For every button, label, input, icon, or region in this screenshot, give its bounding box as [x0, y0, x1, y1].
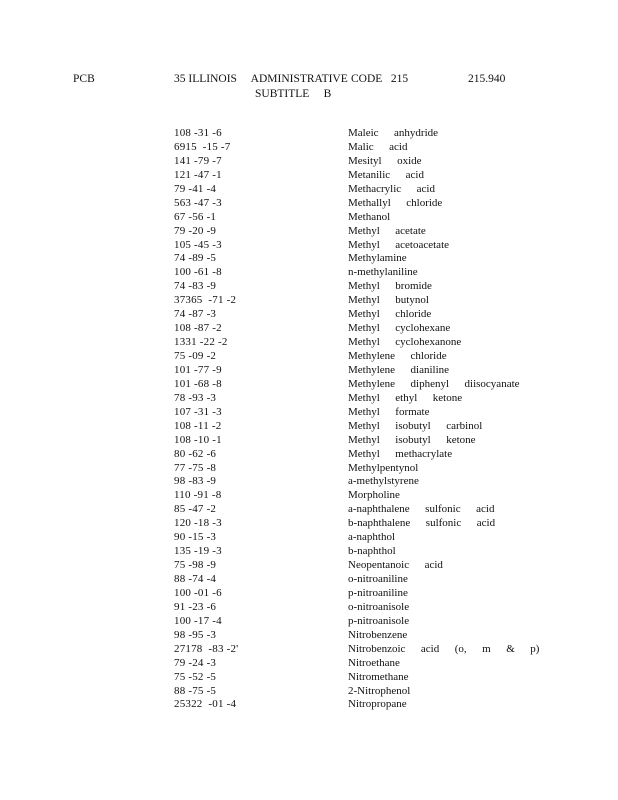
chemical-name: Methyl chloride	[348, 308, 432, 321]
chemical-row	[0, 643, 618, 657]
chemical-name: n-methylaniline	[348, 266, 418, 279]
chemical-name: Methyl methacrylate	[348, 447, 453, 460]
chemical-name: a-methylstyrene	[348, 475, 419, 488]
chemical-name: Methyl acetate	[348, 224, 426, 237]
chemical-row	[0, 252, 618, 266]
cas-number: 75 -09 -2	[174, 350, 217, 362]
chemical-name: Methylene diphenyl diisocyanate	[348, 377, 520, 390]
header-code: CODE 215	[351, 73, 409, 85]
cas-number: 27178 -83 -2'	[174, 642, 239, 655]
chemical-row	[0, 629, 618, 643]
cas-number: 79 -24 -3	[174, 656, 217, 669]
chemical-name: Nitrobenzene	[348, 628, 408, 641]
chemical-row	[0, 392, 618, 406]
chemical-row	[0, 308, 618, 322]
cas-number: 107 -31 -3	[174, 405, 222, 418]
chemical-row	[0, 503, 618, 517]
chemical-row	[0, 420, 618, 434]
chemical-name: Methanol	[348, 210, 391, 223]
chemical-row	[0, 127, 618, 141]
chemical-name: Methyl acetoacetate	[348, 238, 450, 251]
cas-number: 108 -87 -2	[174, 322, 222, 335]
chemical-name: Methyl formate	[348, 405, 430, 418]
chemical-name: Maleic anhydride	[348, 127, 439, 139]
header-title: 35 ILLINOIS ADMINISTRATIVE	[174, 73, 348, 85]
chemical-row	[0, 350, 618, 364]
cas-number: 91 -23 -6	[174, 600, 217, 613]
chemical-name: Morpholine	[348, 489, 400, 502]
chemical-list	[0, 127, 618, 712]
cas-number: 105 -45 -3	[174, 238, 222, 251]
chemical-row	[0, 657, 618, 671]
chemical-row	[0, 434, 618, 448]
chemical-row	[0, 336, 618, 350]
cas-number: 108 -31 -6	[174, 127, 222, 139]
cas-number: 88 -75 -5	[174, 684, 217, 697]
chemical-row	[0, 517, 618, 531]
chemical-row	[0, 169, 618, 183]
chemical-name: b-naphthol	[348, 545, 396, 558]
header-agency: PCB	[73, 73, 95, 85]
chemical-name: Methyl isobutyl ketone	[348, 433, 476, 446]
chemical-name: b-naphthalene sulfonic acid	[348, 517, 496, 530]
chemical-name: Malic acid	[348, 140, 408, 153]
cas-number: 100 -61 -8	[174, 266, 222, 279]
cas-number: 67 -56 -1	[174, 210, 217, 223]
chemical-row	[0, 364, 618, 378]
chemical-row	[0, 141, 618, 155]
chemical-row	[0, 531, 618, 545]
cas-number: 78 -93 -3	[174, 391, 217, 404]
chemical-row	[0, 559, 618, 573]
cas-number: 563 -47 -3	[174, 196, 222, 209]
cas-number: 120 -18 -3	[174, 517, 222, 530]
chemical-row	[0, 489, 618, 503]
chemical-name: Methyl butynol	[348, 294, 429, 307]
cas-number: 121 -47 -1	[174, 168, 222, 181]
chemical-name: Methyl isobutyl carbinol	[348, 419, 483, 432]
cas-number: 101 -77 -9	[174, 363, 222, 376]
chemical-name: Nitromethane	[348, 670, 409, 683]
chemical-name: Methyl ethyl ketone	[348, 391, 463, 404]
cas-number: 101 -68 -8	[174, 377, 222, 390]
chemical-name: Methyl cyclohexanone	[348, 336, 462, 349]
chemical-name: Methylamine	[348, 252, 407, 265]
chemical-row	[0, 211, 618, 225]
cas-number: 6915 -15 -7	[174, 140, 231, 153]
chemical-name: Nitropropane	[348, 698, 407, 711]
cas-number: 141 -79 -7	[174, 154, 222, 167]
cas-number: 75 -98 -9	[174, 559, 217, 572]
chemical-row	[0, 601, 618, 615]
cas-number: 85 -47 -2	[174, 503, 217, 516]
cas-number: 98 -83 -9	[174, 475, 217, 488]
cas-number: 79 -41 -4	[174, 182, 217, 195]
chemical-name: Methyl bromide	[348, 280, 432, 293]
chemical-name: Mesityl oxide	[348, 154, 422, 167]
cas-number: 100 -01 -6	[174, 586, 222, 599]
chemical-row	[0, 280, 618, 294]
chemical-row	[0, 239, 618, 253]
cas-number: 75 -52 -5	[174, 670, 217, 683]
chemical-row	[0, 462, 618, 476]
cas-number: 100 -17 -4	[174, 614, 222, 627]
chemical-name: o-nitroanisole	[348, 600, 410, 613]
header-subtitle: SUBTITLE B	[255, 88, 332, 100]
chemical-name: o-nitroaniline	[348, 573, 408, 585]
chemical-row	[0, 294, 618, 308]
cas-number: 77 -75 -8	[174, 461, 217, 474]
chemical-name: Methylene chloride	[348, 350, 447, 362]
cas-number: 98 -95 -3	[174, 628, 217, 641]
chemical-row	[0, 225, 618, 239]
chemical-row	[0, 378, 618, 392]
chemical-name: Methyl cyclohexane	[348, 322, 451, 335]
chemical-row	[0, 573, 618, 587]
cas-number: 74 -83 -9	[174, 280, 217, 293]
chemical-row	[0, 615, 618, 629]
chemical-row	[0, 322, 618, 336]
cas-number: 37365 -71 -2	[174, 294, 237, 307]
chemical-name: Methacrylic acid	[348, 182, 435, 195]
chemical-row	[0, 448, 618, 462]
cas-number: 88 -74 -4	[174, 573, 217, 585]
cas-number: 90 -15 -3	[174, 531, 217, 544]
cas-number: 135 -19 -3	[174, 545, 222, 558]
cas-number: 1331 -22 -2	[174, 336, 228, 349]
header-section-number: 215.940	[468, 73, 506, 85]
chemical-name: a-naphthalene sulfonic acid	[348, 503, 495, 516]
chemical-name: Methallyl chloride	[348, 196, 443, 209]
cas-number: 79 -20 -9	[174, 224, 217, 237]
chemical-row	[0, 183, 618, 197]
chemical-row	[0, 685, 618, 699]
chemical-name: Methylpentynol	[348, 461, 419, 474]
chemical-row	[0, 197, 618, 211]
cas-number: 108 -11 -2	[174, 419, 222, 432]
cas-number: 74 -89 -5	[174, 252, 217, 265]
chemical-row	[0, 266, 618, 280]
cas-number: 110 -91 -8	[174, 489, 222, 502]
cas-number: 25322 -01 -4	[174, 698, 237, 711]
chemical-name: 2-Nitrophenol	[348, 684, 411, 697]
cas-number: 80 -62 -6	[174, 447, 217, 460]
chemical-name: Neopentanoic acid	[348, 559, 443, 572]
cas-number: 74 -87 -3	[174, 308, 217, 321]
cas-number: 108 -10 -1	[174, 433, 222, 446]
chemical-row	[0, 587, 618, 601]
chemical-row	[0, 406, 618, 420]
chemical-row	[0, 155, 618, 169]
chemical-name: p-nitroaniline	[348, 586, 408, 599]
chemical-row	[0, 671, 618, 685]
chemical-name: Metanilic acid	[348, 168, 424, 181]
chemical-name: Methylene dianiline	[348, 363, 450, 376]
chemical-name: a-naphthol	[348, 531, 396, 544]
chemical-name: Nitroethane	[348, 656, 400, 669]
chemical-row	[0, 698, 618, 712]
chemical-name: Nitrobenzoic acid (o, m & p)	[348, 642, 540, 655]
chemical-name: p-nitroanisole	[348, 614, 410, 627]
chemical-row	[0, 545, 618, 559]
chemical-row	[0, 475, 618, 489]
